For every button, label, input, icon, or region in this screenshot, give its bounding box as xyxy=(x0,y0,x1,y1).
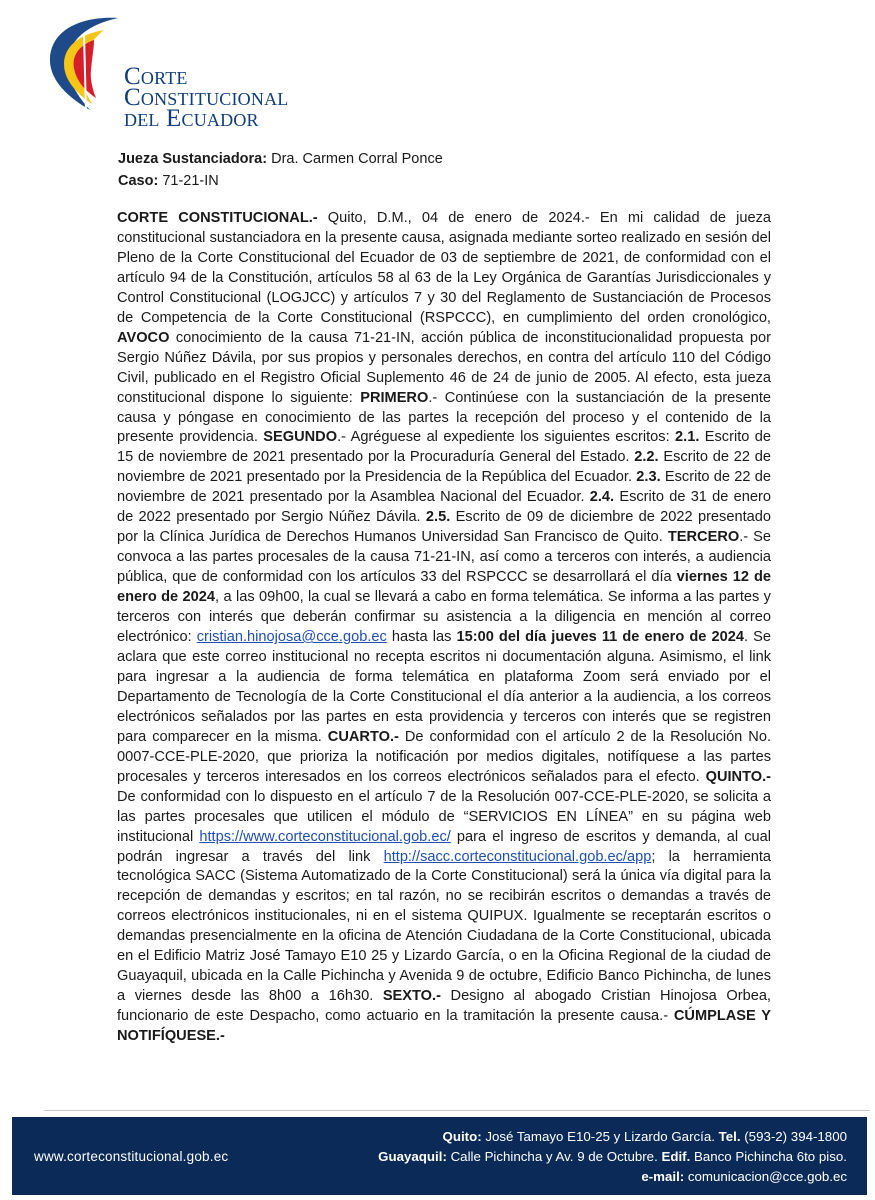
court-name-line-2: Constitucional xyxy=(124,84,289,111)
confirmation-deadline: 15:00 del día jueves 11 de enero de 2024 xyxy=(456,629,744,646)
footer-bar xyxy=(12,1117,867,1195)
case-line xyxy=(118,170,443,192)
body-text: ; la herramienta tecnológica SACC (Sistema Automatizado de la Corte Constitucional) será la única vía digital para la recepción de demandas y escritos; en tal razón, no se recibirán escritos o demandas a través de correos electrónicos institucionales, ni en el sistema QUIPUX. Igualmente se receptarán escritos o demandas presencialmente en la oficina de Atención Ciudadana de la Corte Constitucional, ubicada en el Edificio Matriz José Tamayo E10 25 y Lizardo García, o en la Oficina Regional de la ciudad de Guayaquil, ubicada en la Calle Pichincha y Avenida 9 de octubre, Edificio Banco Pichincha, de lunes a viernes desde las 8h00 a 16h30. xyxy=(117,848,771,1005)
footer-quito-line xyxy=(378,1127,847,1147)
primero-label: PRIMERO xyxy=(360,389,429,406)
case-label: Caso: xyxy=(118,173,159,189)
quito-address: José Tamayo E10-25 y Lizardo García. xyxy=(481,1129,719,1144)
guayaquil-address: Calle Pichincha y Av. 9 de Octubre. xyxy=(446,1149,662,1164)
sacc-link[interactable]: http://sacc.corteconstitucional.gob.ec/app xyxy=(383,848,652,865)
email-link[interactable]: cristian.hinojosa@cce.gob.ec xyxy=(196,629,387,646)
court-name-line-1: Corte xyxy=(124,63,188,90)
body-text: . Se aclara que este correo institucional no recepta escritos ni documentación alguna. Asimismo, el link para ingresar a la audiencia de forma telemática en plataforma Zoom será enviado por el Departamento de Tecnología de la Corte Constitucional el día anterior a la audiencia, a los correos electrónicos señalados por las partes en esta providencia y terceros con interés que se registren para comparecer en la misma. xyxy=(117,629,771,745)
body-text: Escrito de 22 de noviembre de 2021 presentado por la Presidencia de la República del Ecuador. xyxy=(117,449,771,486)
segundo-label: SEGUNDO xyxy=(263,429,338,446)
judge-line xyxy=(118,148,443,170)
edif-label: Edif. xyxy=(661,1149,691,1164)
case-value: 71-21-IN xyxy=(162,173,219,189)
court-name-line-3: del Ecuador xyxy=(124,105,259,132)
item-2-4: 2.4. xyxy=(589,489,615,506)
cuarto-label: CUARTO.- xyxy=(327,728,399,745)
item-2-1: 2.1. xyxy=(675,429,700,446)
body-text: hasta las xyxy=(386,629,457,646)
providencia-text xyxy=(117,209,771,1047)
footer-email[interactable]: comunicacion@cce.gob.ec xyxy=(684,1169,847,1184)
footer-email-line xyxy=(378,1167,847,1187)
body-text: Escrito de 09 de diciembre de 2022 presentado por la Clínica Jurídica de Derechos Humanos Universidad San Francisco de Quito. xyxy=(117,509,771,546)
sexto-label: SEXTO.- xyxy=(382,988,441,1005)
avoco-label: AVOCO xyxy=(117,329,170,346)
body-text: De conformidad con el artículo 2 de la Resolución No. 0007-CCE-PLE-2020, que prioriza la notificación por medios digitales, notifíquese a las partes procesales y terceros interesados en los correos electrónicos señalados para el efecto. xyxy=(117,728,771,785)
body-text: Escrito de 15 de noviembre de 2021 presentado por la Procuraduría General del Estado. xyxy=(117,429,771,466)
body-text: Escrito de 22 de noviembre de 2021 presentado por la Asamblea Nacional del Ecuador. xyxy=(117,469,771,506)
body-text: Designo al abogado Cristian Hinojosa Orbea, funcionario de este Despacho, como actuario en la tramitación la presente causa.- xyxy=(117,988,771,1025)
judge-value: Dra. Carmen Corral Ponce xyxy=(271,151,443,167)
footer-website[interactable]: www.corteconstitucional.gob.ec xyxy=(34,1149,229,1164)
body-text: para el ingreso de escritos y demanda, al cual podrán ingresar a través del link xyxy=(117,828,771,865)
item-2-3: 2.3. xyxy=(636,469,661,486)
court-emblem-icon xyxy=(44,14,134,126)
body-text: conocimiento de la causa 71-21-IN, acción pública de inconstitucionalidad propuesta por Sergio Núñez Dávila, por sus propios y personales derechos, en contra del artículo 110 del Código Civil, publicado en el Registro Oficial Suplemento 46 de 24 de junio de 2005. Al efecto, esta jueza constitucional dispone lo siguiente: xyxy=(117,329,771,406)
quinto-label: QUINTO.- xyxy=(705,768,771,785)
item-2-5: 2.5. xyxy=(425,509,451,526)
body-text: , a las 09h00, la cual se llevará a cabo en forma telemática. Se informa a las partes y terceros con interés que deberán confirmar su asistencia a la diligencia en mención al correo electrónico: xyxy=(117,589,771,646)
email-label: e-mail: xyxy=(641,1169,685,1184)
case-meta xyxy=(118,148,443,192)
body-text: .- Continúese con la sustanciación de la presente causa y póngase en conocimiento de las partes la recepción del proceso y el contenido de la presente providencia. xyxy=(117,389,771,446)
tercero-label: TERCERO xyxy=(667,529,740,546)
body-text: Escrito de 31 de enero de 2022 presentado por Sergio Núñez Dávila. xyxy=(117,489,771,526)
closing-phrase: CÚMPLASE Y NOTIFÍQUESE.- xyxy=(117,1008,771,1045)
item-2-2: 2.2. xyxy=(634,449,659,466)
footer-divider xyxy=(44,1110,870,1111)
judge-label: Jueza Sustanciadora: xyxy=(118,151,268,167)
hearing-date: viernes 12 de enero de 2024 xyxy=(117,569,771,606)
tel-value: (593-2) 394-1800 xyxy=(740,1129,847,1144)
body-text: .- Se convoca a las partes procesales de la causa 71-21-IN, así como a terceros con interés, a audiencia pública, que de conformidad con los artículos 33 del RSPCCC se desarrollará el día xyxy=(117,529,771,586)
heading-corte: CORTE CONSTITUCIONAL.- xyxy=(117,210,318,226)
tel-label: Tel. xyxy=(718,1129,741,1144)
footer-guayaquil-line xyxy=(378,1147,847,1167)
body-text: .- Agréguese al expediente los siguientes escritos: xyxy=(337,429,676,446)
court-name xyxy=(124,63,289,132)
body-text: Quito, D.M., 04 de enero de 2024.- En mi calidad de jueza constitucional sustanciadora en la presente causa, asignada mediante sorteo realizado en sesión del Pleno de la Corte Constitucional del Ecuador de 03 de septiembre de 2021, de conformidad con el artículo 94 de la Constitución, artículos 58 al 63 de la Ley Orgánica de Garantías Jurisdiccionales y Control Constitucional (LOGJCC) y artículos 7 y 30 del Reglamento de Sustanciación de Procesos de Competencia de la Corte Constitucional (RSPCCC), en cumplimiento del orden cronológico, xyxy=(117,210,771,326)
court-logo xyxy=(44,14,314,132)
edif-value: Banco Pichincha 6to piso. xyxy=(690,1149,847,1164)
guayaquil-label: Guayaquil: xyxy=(378,1149,447,1164)
footer-contact xyxy=(378,1127,847,1187)
body-text: De conformidad con lo dispuesto en el artículo 7 de la Resolución 007-CCE-PLE-2020, se solicita a las partes procesales que utilicen el módulo de “SERVICIOS EN LÍNEA” en su página web institucional xyxy=(117,788,771,845)
website-link[interactable]: https://www.corteconstitucional.gob.ec/ xyxy=(199,828,451,845)
quito-label: Quito: xyxy=(442,1129,482,1144)
